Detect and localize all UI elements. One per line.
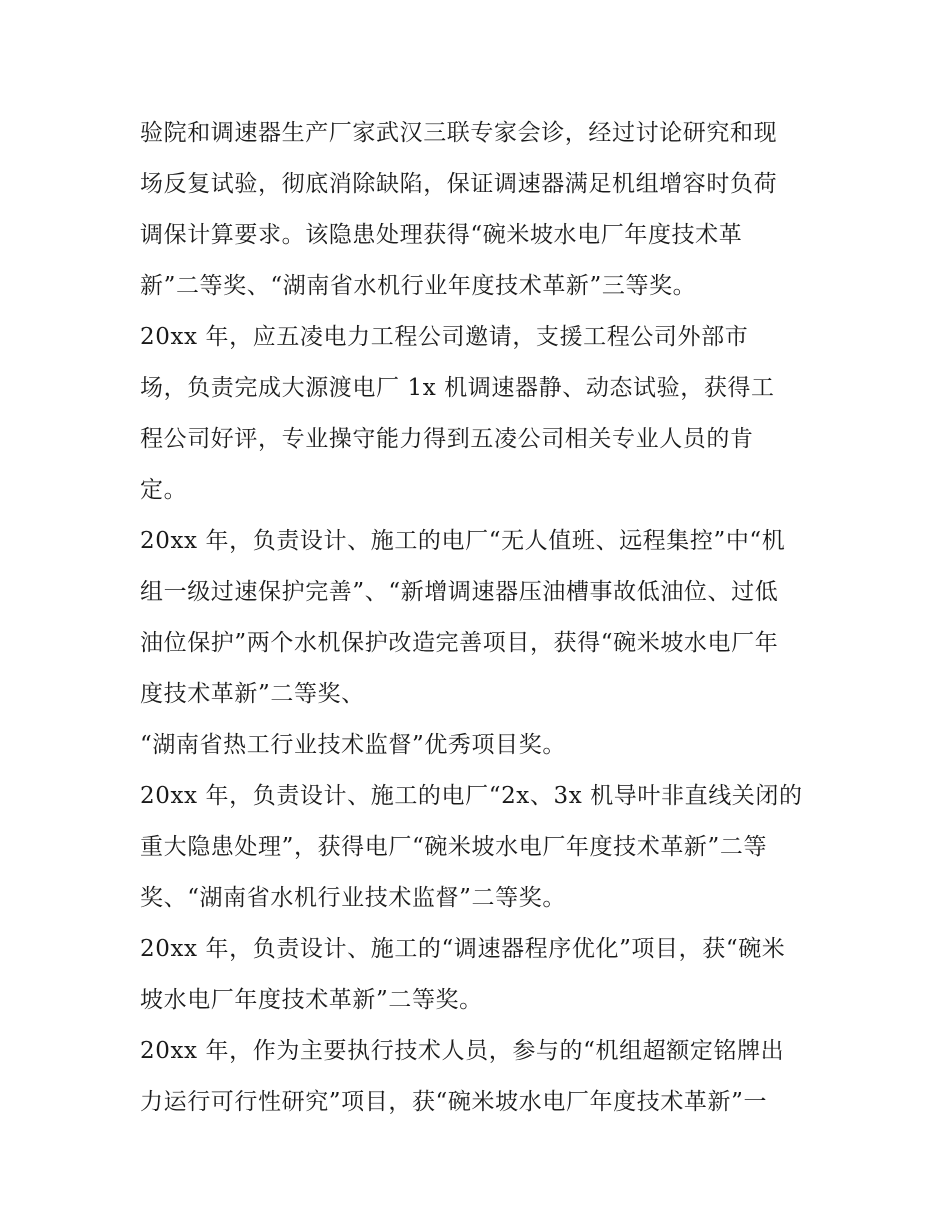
text-line: 场反复试验，彻底消除缺陷，保证调速器满足机组增容时负荷 [140,171,778,197]
text-line: 组一级过速保护完善”、“新增调速器压油槽事故低油位、过低 [140,579,779,605]
text-line: 20xx 年，负责设计、施工的“调速器程序优化”项目，获“碗米 [140,936,786,962]
text-line: 程公司好评，专业操守能力得到五凌公司相关专业人员的肯 [140,426,754,452]
text-line: 验院和调速器生产厂家武汉三联专家会诊，经过讨论研究和现 [140,120,778,146]
document-body [140,108,820,1128]
text-line: “湖南省热工行业技术监督”优秀项目奖。 [140,732,566,758]
text-line: 20xx 年，作为主要执行技术人员，参与的“机组超额定铭牌出 [140,1038,785,1064]
text-line: 调保计算要求。该隐患处理获得“碗米坡水电厂年度技术革 [140,222,743,248]
text-line: 油位保护”两个水机保护改造完善项目，获得“碗米坡水电厂年 [140,630,779,656]
text-line: 20xx 年，负责设计、施工的电厂“无人值班、远程集控”中“机 [140,528,786,554]
text-line: 重大隐患处理”，获得电厂“碗米坡水电厂年度技术革新”二等 [140,834,768,860]
text-line: 新”二等奖、“湖南省水机行业年度技术革新”三等奖。 [140,273,697,299]
text-line: 定。 [140,477,188,503]
text-line: 20xx 年，应五凌电力工程公司邀请，支援工程公司外部市 [140,324,749,350]
text-line: 场，负责完成大源渡电厂 1x 机调速器静、动态试验，获得工 [140,375,775,401]
text-line: 坡水电厂年度技术革新”二等奖。 [140,987,483,1013]
text-line: 力运行可行性研究”项目，获“碗米坡水电厂年度技术革新”一 [140,1089,768,1115]
text-line: 奖、“湖南省水机行业技术监督”二等奖。 [140,885,566,911]
text-line: 20xx 年，负责设计、施工的电厂“2x、3x 机导叶非直线关闭的 [140,783,803,809]
text-line: 度技术革新”二等奖、 [140,681,365,707]
